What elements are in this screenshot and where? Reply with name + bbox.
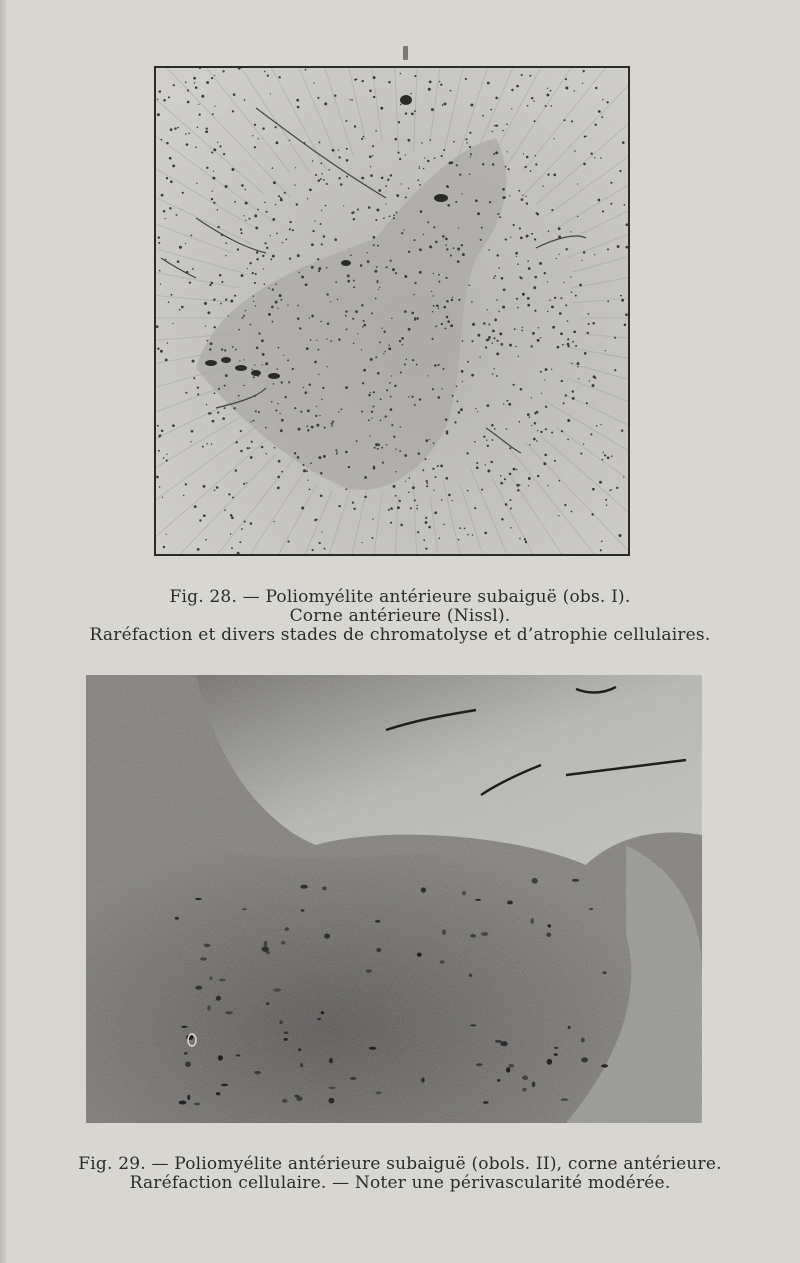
figure-28-caption-line-2: Corne antérieure (Nissl).: [289, 606, 511, 626]
print-mark: [403, 46, 408, 60]
figure-28-illustration: [154, 66, 630, 556]
figure-28-caption-line-3: Raréfaction et divers stades de chromatolyse et d’atrophie cellulaires.: [89, 625, 711, 645]
figure-29-caption: [0, 1155, 800, 1193]
figure-28-caption-line-1: Fig. 28. — Poliomyélite antérieure subaiguë (obs. I).: [169, 587, 631, 607]
figure-29-photomicrograph: [86, 675, 702, 1123]
figure-28-caption: [0, 588, 800, 645]
figure-29-caption-line-2: Raréfaction cellulaire. — Noter une périvascularité modérée.: [129, 1173, 671, 1193]
figure-29-caption-line-1: Fig. 29. — Poliomyélite antérieure subaiguë (obols. II), corne antérieure.: [78, 1154, 722, 1174]
